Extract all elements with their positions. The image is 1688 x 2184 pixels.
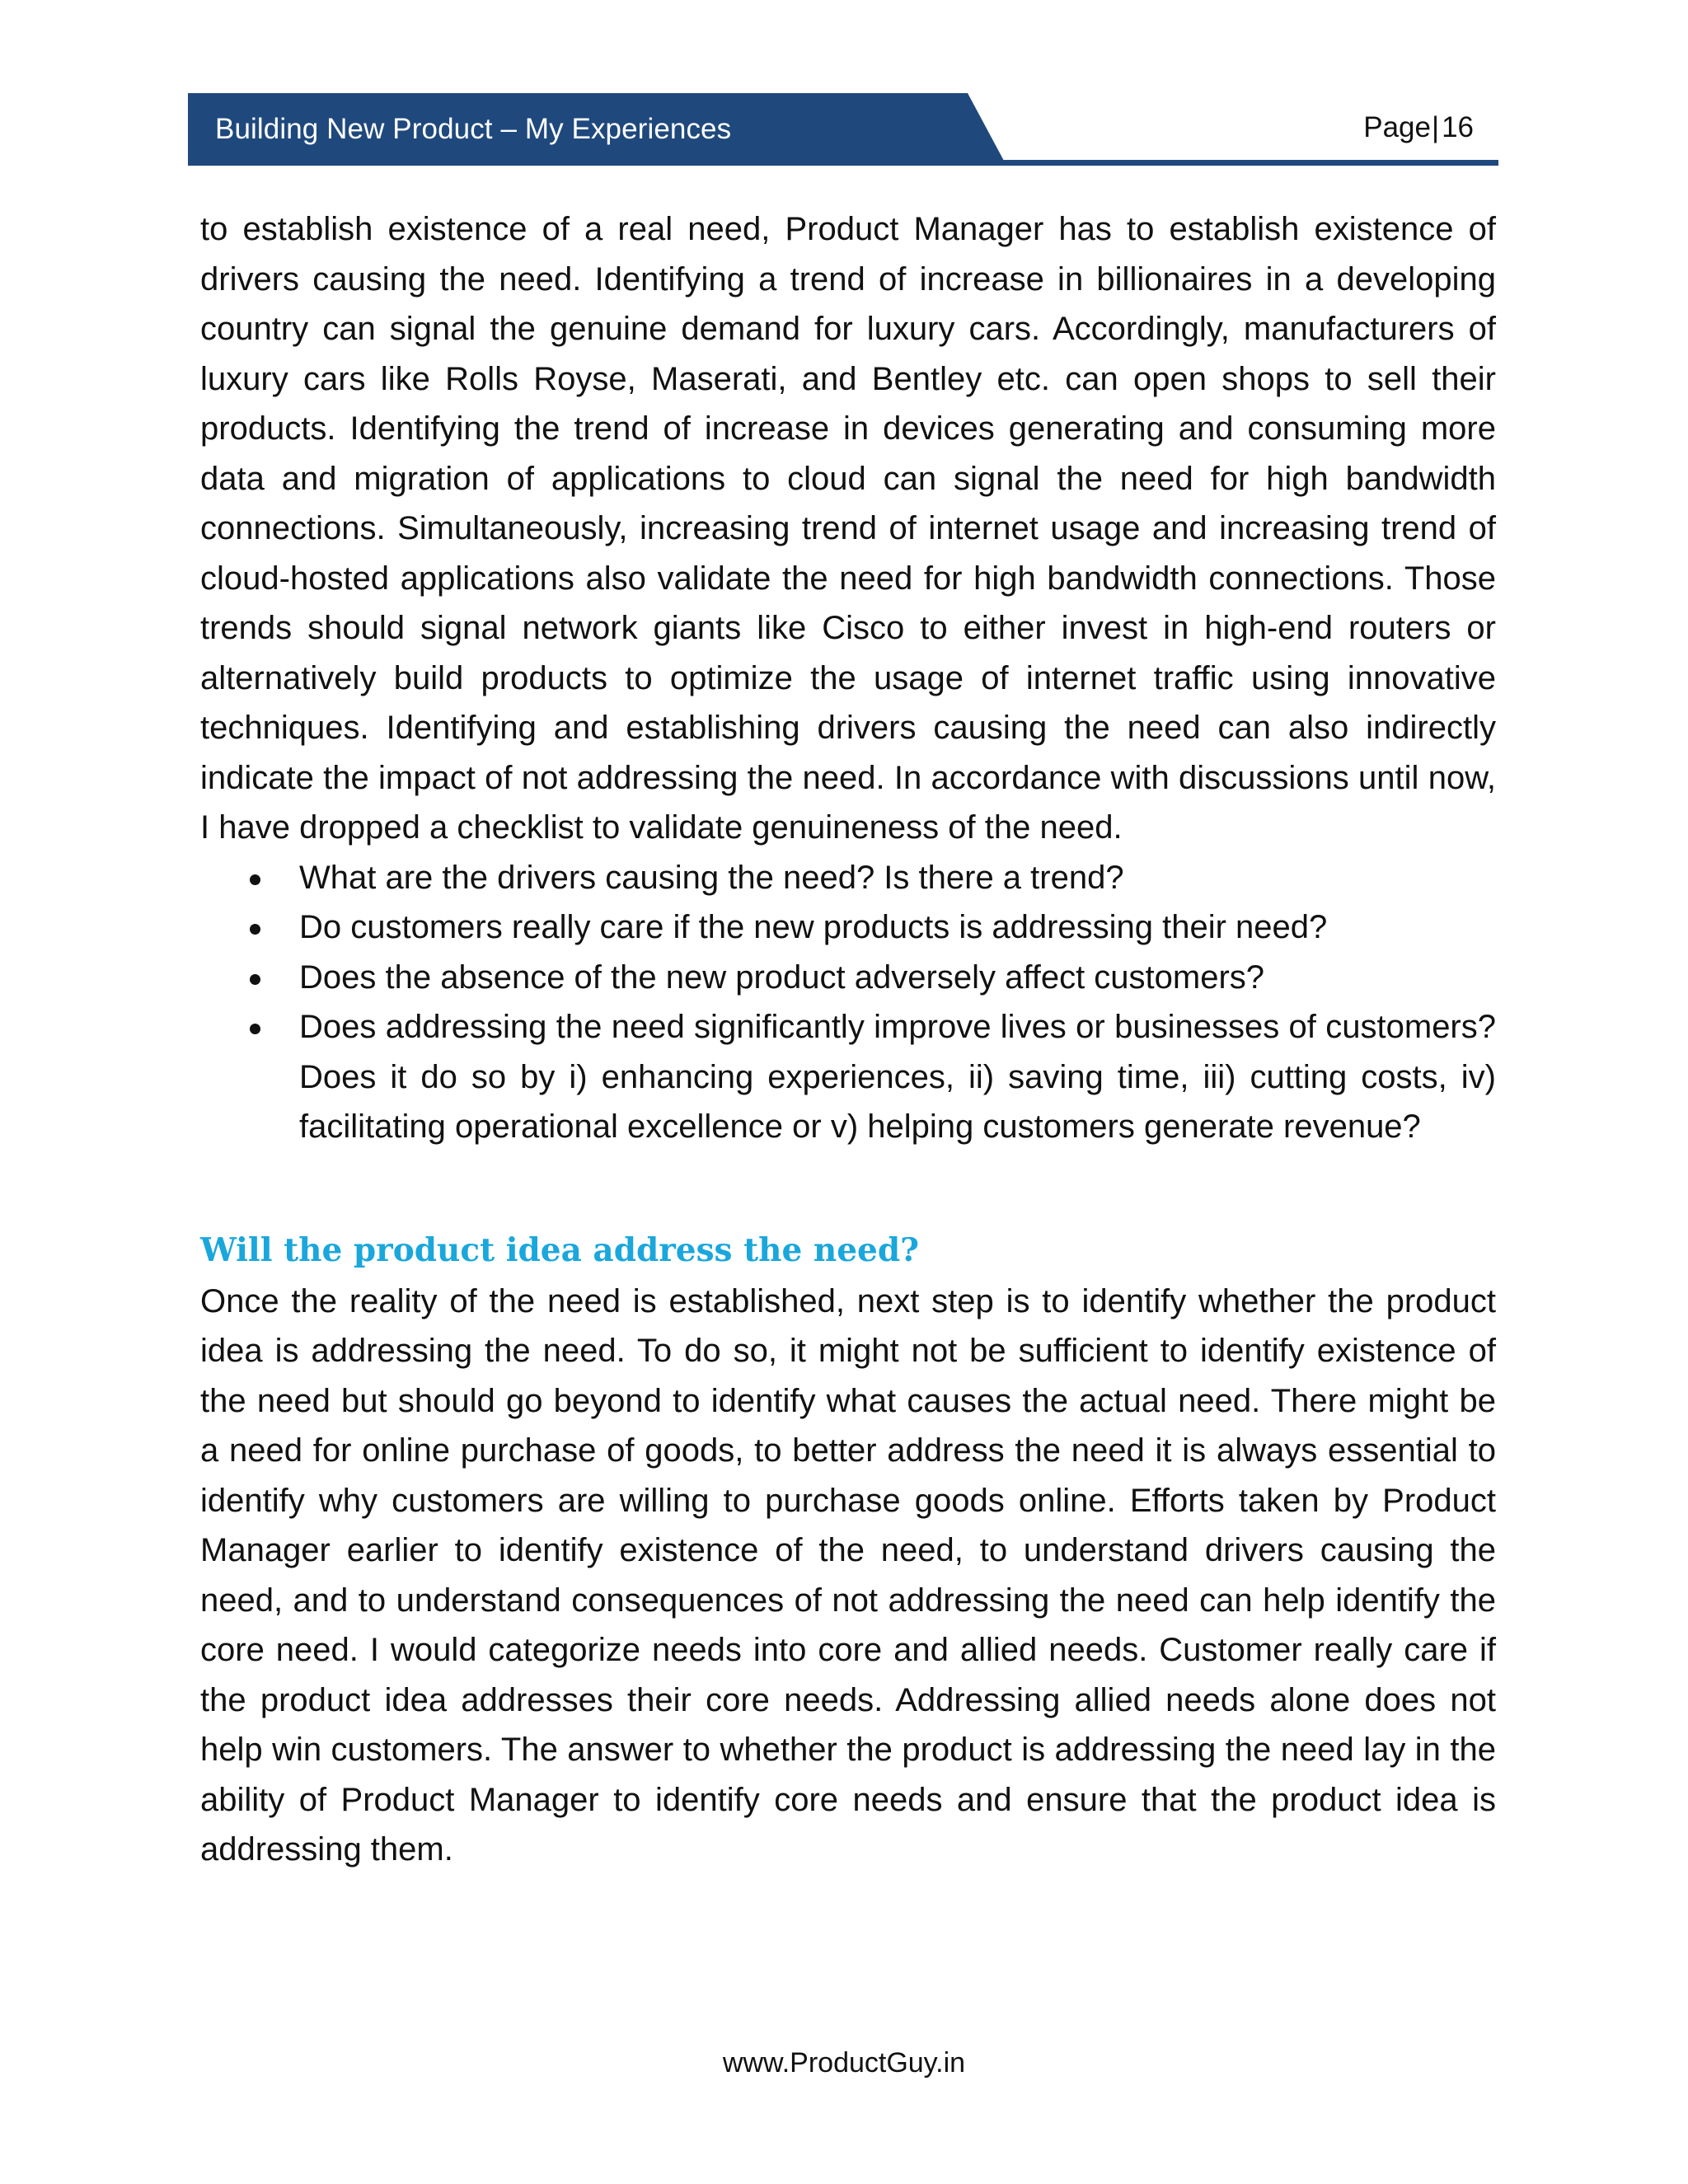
checklist-item-text: Does addressing the need significantly improve lives or businesses of customers? Does it do so by i) enhancing experiences, ii) saving time, iii) cutting costs, iv) facilitating operational excellence or v) helping customers generate revenue? xyxy=(299,1009,1496,1145)
page-label: Page xyxy=(1363,111,1431,143)
page-content xyxy=(200,204,1496,1875)
document-title: Building New Product – My Experiences xyxy=(215,113,732,145)
bullet-icon xyxy=(250,974,260,985)
checklist-item-text: Does the absence of the new product adversely affect customers? xyxy=(299,958,1265,996)
header-underline xyxy=(188,160,1498,166)
section-paragraph: Once the reality of the need is established, next step is to identify whether the product idea is addressing the need. To do so, it might not be sufficient to identify existence of the need but should go beyond to identify what causes the actual need. There might be a need for online purchase of goods, to better address the need it is always essential to identify why customers are willing to purchase goods online. Efforts taken by Product Manager earlier to identify existence of the need, to understand drivers causing the need, and to understand consequences of not addressing the need can help identify the core need. I would categorize needs into core and allied needs. Customer really care if the product idea addresses their core needs. Addressing allied needs alone does not help win customers. The answer to whether the product is addressing the need lay in the ability of Product Manager to identify core needs and ensure that the product idea is addressing them. xyxy=(200,1282,1496,1868)
page-number: 16 xyxy=(1442,111,1474,143)
intro-paragraph: to establish existence of a real need, Product Manager has to establish existence of drivers causing the need. Identifying a trend of increase in billionaires in a developing country can signal the genuine demand for luxury cars. Accordingly, manufacturers of luxury cars like Rolls Royse, Maserati, and Bentley etc. can open shops to sell their products. Identifying the trend of increase in devices generating and consuming more data and migration of applications to cloud can signal the need for high bandwidth connections. Simultaneously, increasing trend of internet usage and increasing trend of cloud-hosted applications also validate the need for high bandwidth connections. Those trends should signal network giants like Cisco to either invest in high-end routers or alternatively build products to optimize the usage of internet traffic using innovative techniques. Identifying and establishing drivers causing the need can also indirectly indicate the impact of not addressing the need. In accordance with discussions until now, I have dropped a checklist to validate genuineness of the need. xyxy=(200,211,1496,846)
page-separator: | xyxy=(1431,111,1440,143)
checklist-item xyxy=(200,902,1496,953)
checklist-item xyxy=(200,1002,1496,1152)
bullet-icon xyxy=(250,924,260,935)
checklist-item-text: What are the drivers causing the need? Is there a trend? xyxy=(299,859,1124,896)
need-checklist xyxy=(200,853,1496,1152)
checklist-item-text: Do customers really care if the new products is addressing their need? xyxy=(299,909,1328,945)
checklist-item xyxy=(200,953,1496,1003)
footer-website: www.ProductGuy.in xyxy=(722,2047,966,2079)
page-indicator xyxy=(1363,111,1474,144)
bullet-icon xyxy=(250,874,260,885)
section-heading: Will the product idea address the need? xyxy=(200,1230,919,1269)
page-header xyxy=(188,93,1498,167)
bullet-icon xyxy=(250,1024,260,1034)
checklist-item xyxy=(200,853,1496,903)
